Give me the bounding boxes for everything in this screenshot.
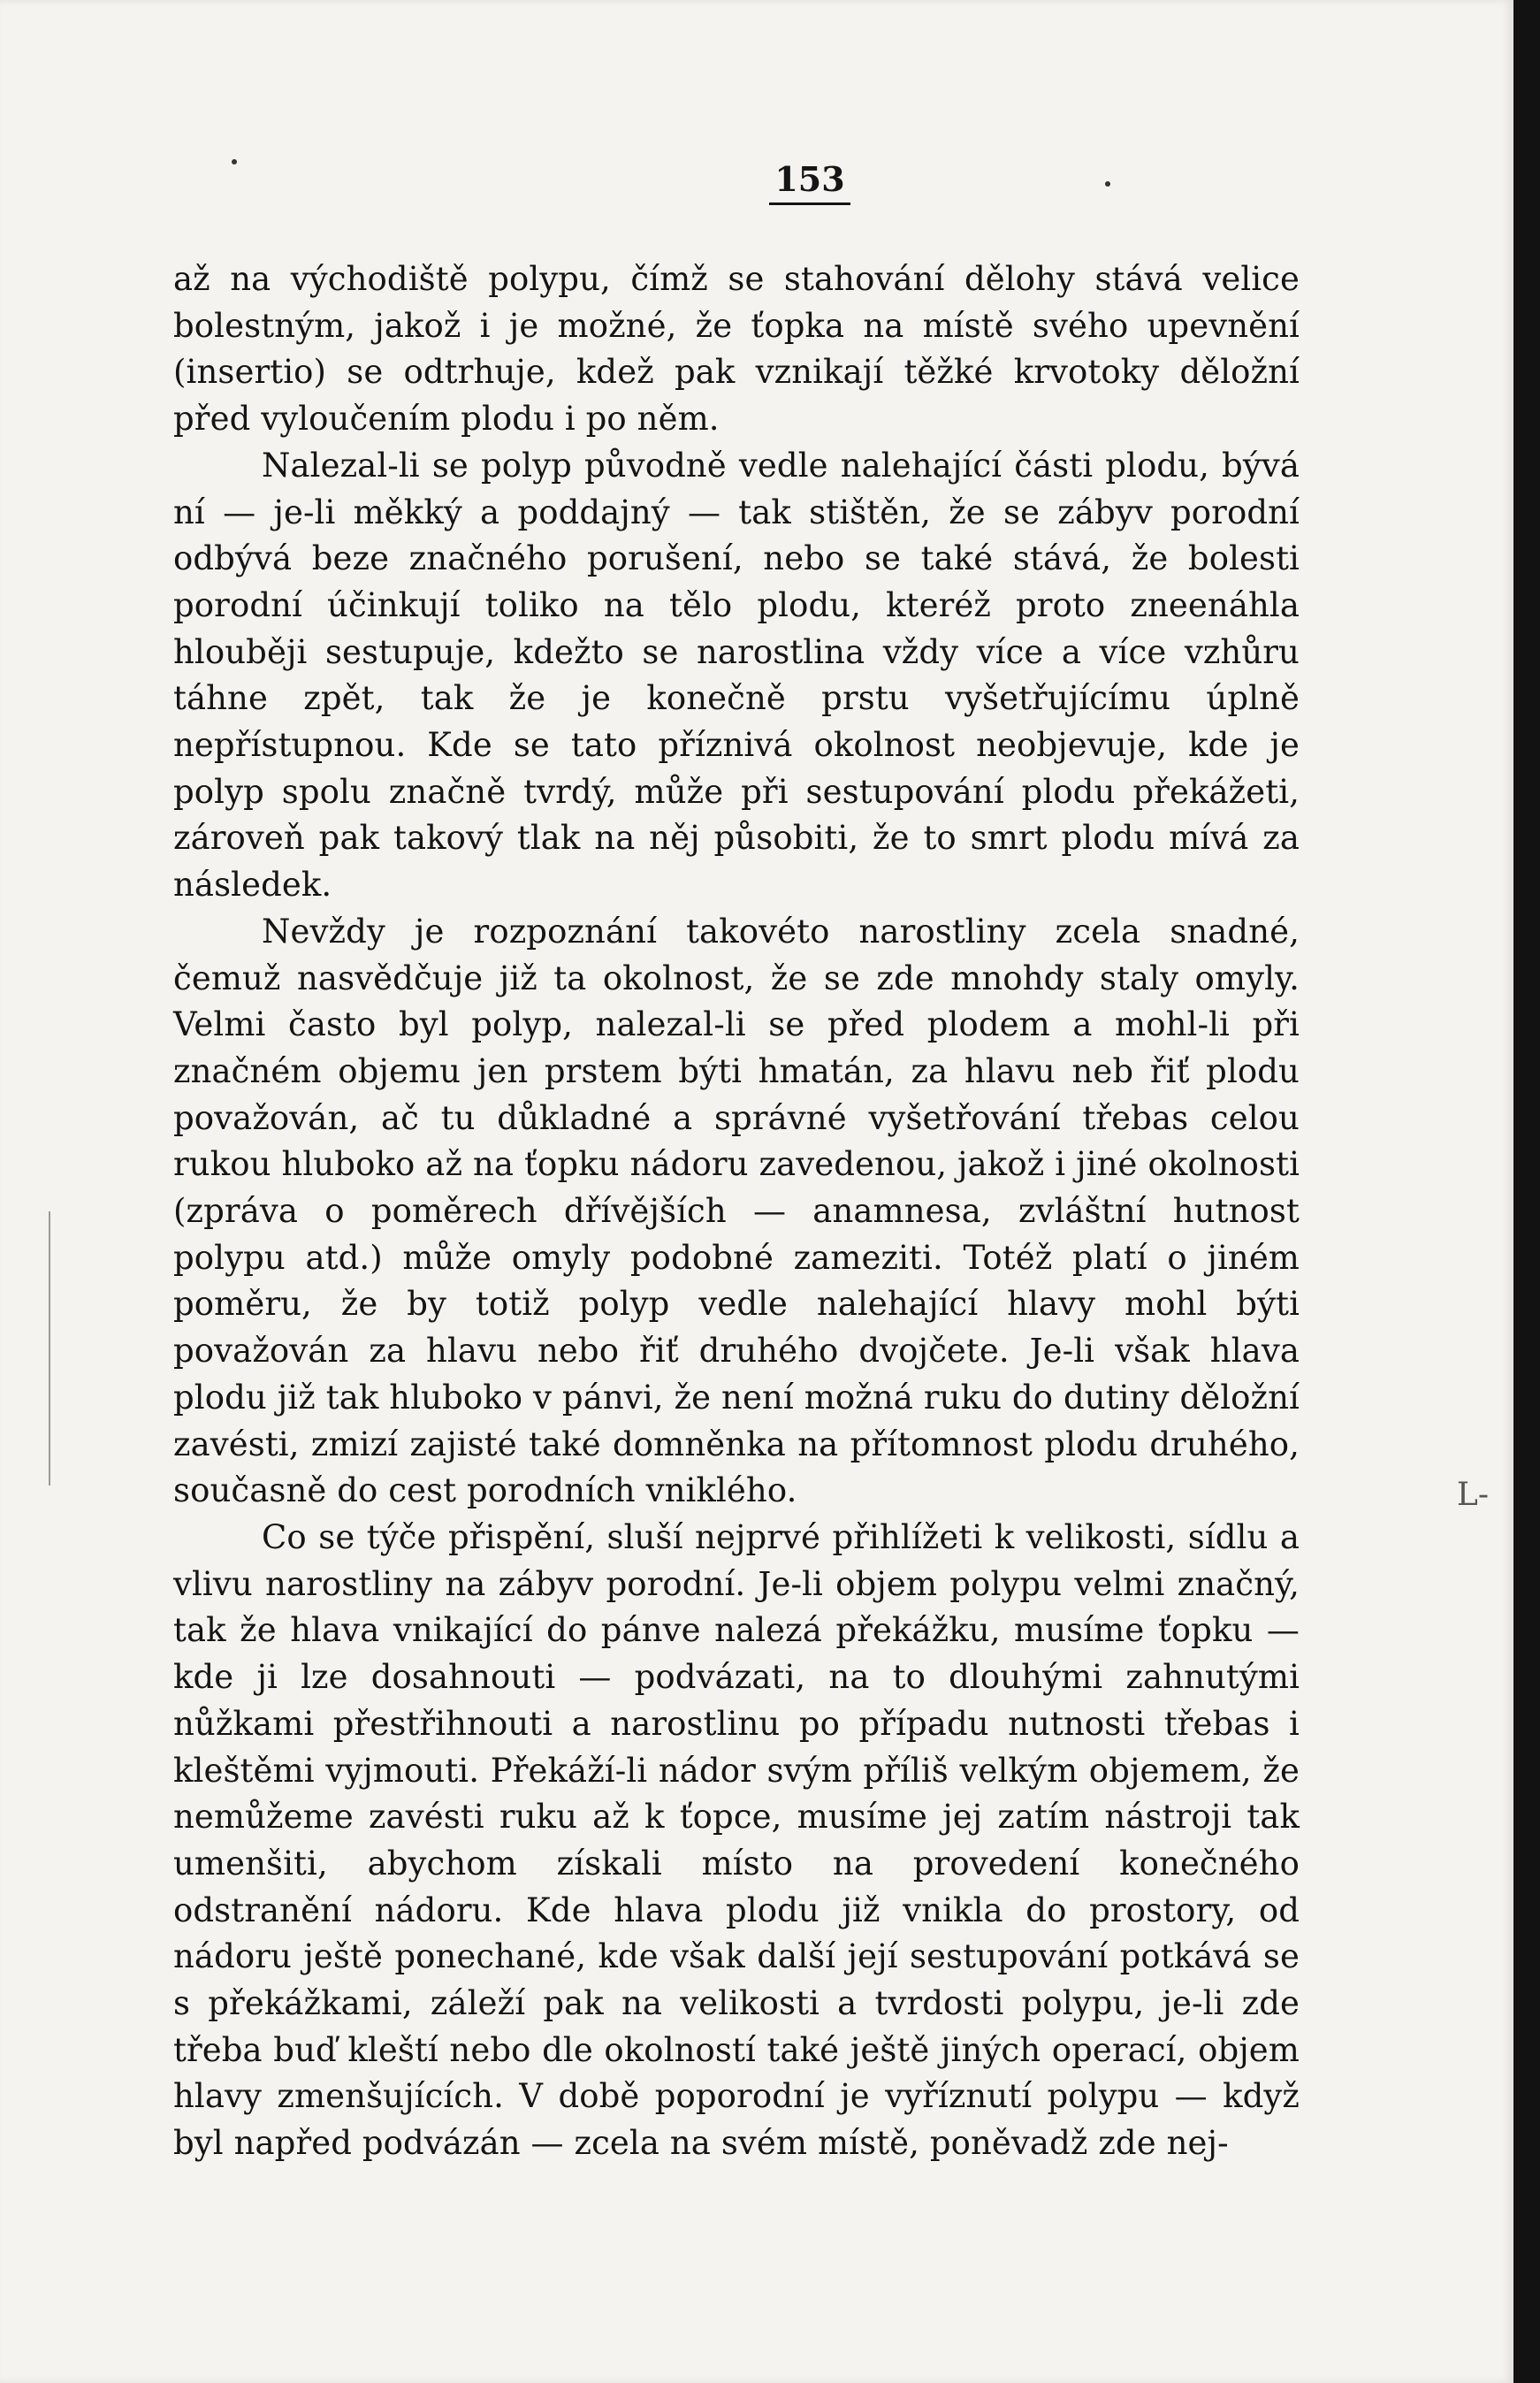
page-edge-shadow [1513, 0, 1540, 2383]
page-number-text: 153 [769, 159, 850, 205]
page-number [0, 159, 1513, 205]
paragraph-2: Nalezal-li se polyp původně vedle nalehající části plodu, bývá ní — je-li měkký a poddajný — tak stištěn, že se zábyv porodní odbývá beze značného porušení, nebo se také stává, že bolesti porodní účinkují toliko na tělo plodu, kteréž proto zneenáhla hlouběji sestupuje, kdežto se narostlina vždy více a více vzhůru táhne zpět, tak že je konečně prstu vyšetřujícímu úplně nepřístupnou. Kde se tato příznivá okolnost neobjevuje, kde je polyp spolu značně tvrdý, může při sestupování plodu překážeti, zároveň pak takový tlak na něj působiti, že to smrt plodu mívá za následek. [173, 446, 1300, 905]
paragraph-4: Co se týče přispění, sluší nejprvé přihlížeti k velikosti, sídlu a vlivu narostliny na zábyv porodní. Je-li objem polypu velmi značný, tak že hlava vnikající do pánve nalezá překážku, musíme ťopku — kde ji lze dosahnouti — podvázati, na to dlouhými zahnutými nůžkami přestřihnouti a narostlinu po případu nutnosti třebas i kleštěmi vyjmouti. Překáží-li nádor svým příliš velkým objemem, že nemůžeme zavésti ruku až k ťopce, musíme jej zatím nástroji tak umenšiti, abychom získali místo na provedení konečného odstranění nádoru. Kde hlava plodu již vnikla do prostory, od nádoru ještě ponechané, kde však další její sestupování potkává se s překážkami, záleží pak na velikosti a tvrdosti polypu, je-li zde třeba buď kleští nebo dle okolností také ještě jiných operací, objem hlavy zmenšujících. V době poporodní je vyříznutí polypu — když byl napřed podvázán — zcela na svém místě, poněvadž zde nej- [173, 1517, 1300, 2163]
paragraph-3: Nevždy je rozpoznání takovéto narostliny zcela snadné, čemuž nasvědčuje již ta okolnost, že se zde mnohdy staly omyly. Velmi často byl polyp, nalezal-li se před plodem a mohl-li při značném objemu jen prstem býti hmatán, za hlavu neb řiť plodu považován, ač tu důkladné a správné vyšetřování třebas celou rukou hluboko až na ťopku nádoru zavedenou, jakož i jiné okolnosti (zpráva o poměrech dřívějších — anamnesa, zvláštní hutnost polypu atd.) může omyly podobné zameziti. Totéž platí o jiném poměru, že by totiž polyp vedle nalehající hlavy mohl býti považován za hlavu nebo řiť druhého dvojčete. Je-li však hlava plodu již tak hluboko v pánvi, že není možná ruku do dutiny děložní zavésti, zmizí zajisté také domněnka na přítomnost plodu druhého, současně do cest porodních vniklého. [173, 912, 1300, 1510]
ink-speck [1105, 181, 1110, 187]
margin-note: L- [1456, 1477, 1489, 1513]
body-text [173, 256, 1300, 2167]
ink-speck [232, 159, 237, 164]
paragraph-1: až na východiště polypu, čímž se stahování dělohy stává velice bolestným, jakož i je možné, že ťopka na místě svého upevnění (insertio) se odtrhuje, kdež pak vznikají těžké krvotoky děložní před vyloučením plodu i po něm. [173, 260, 1300, 439]
margin-rule [49, 1211, 50, 1486]
